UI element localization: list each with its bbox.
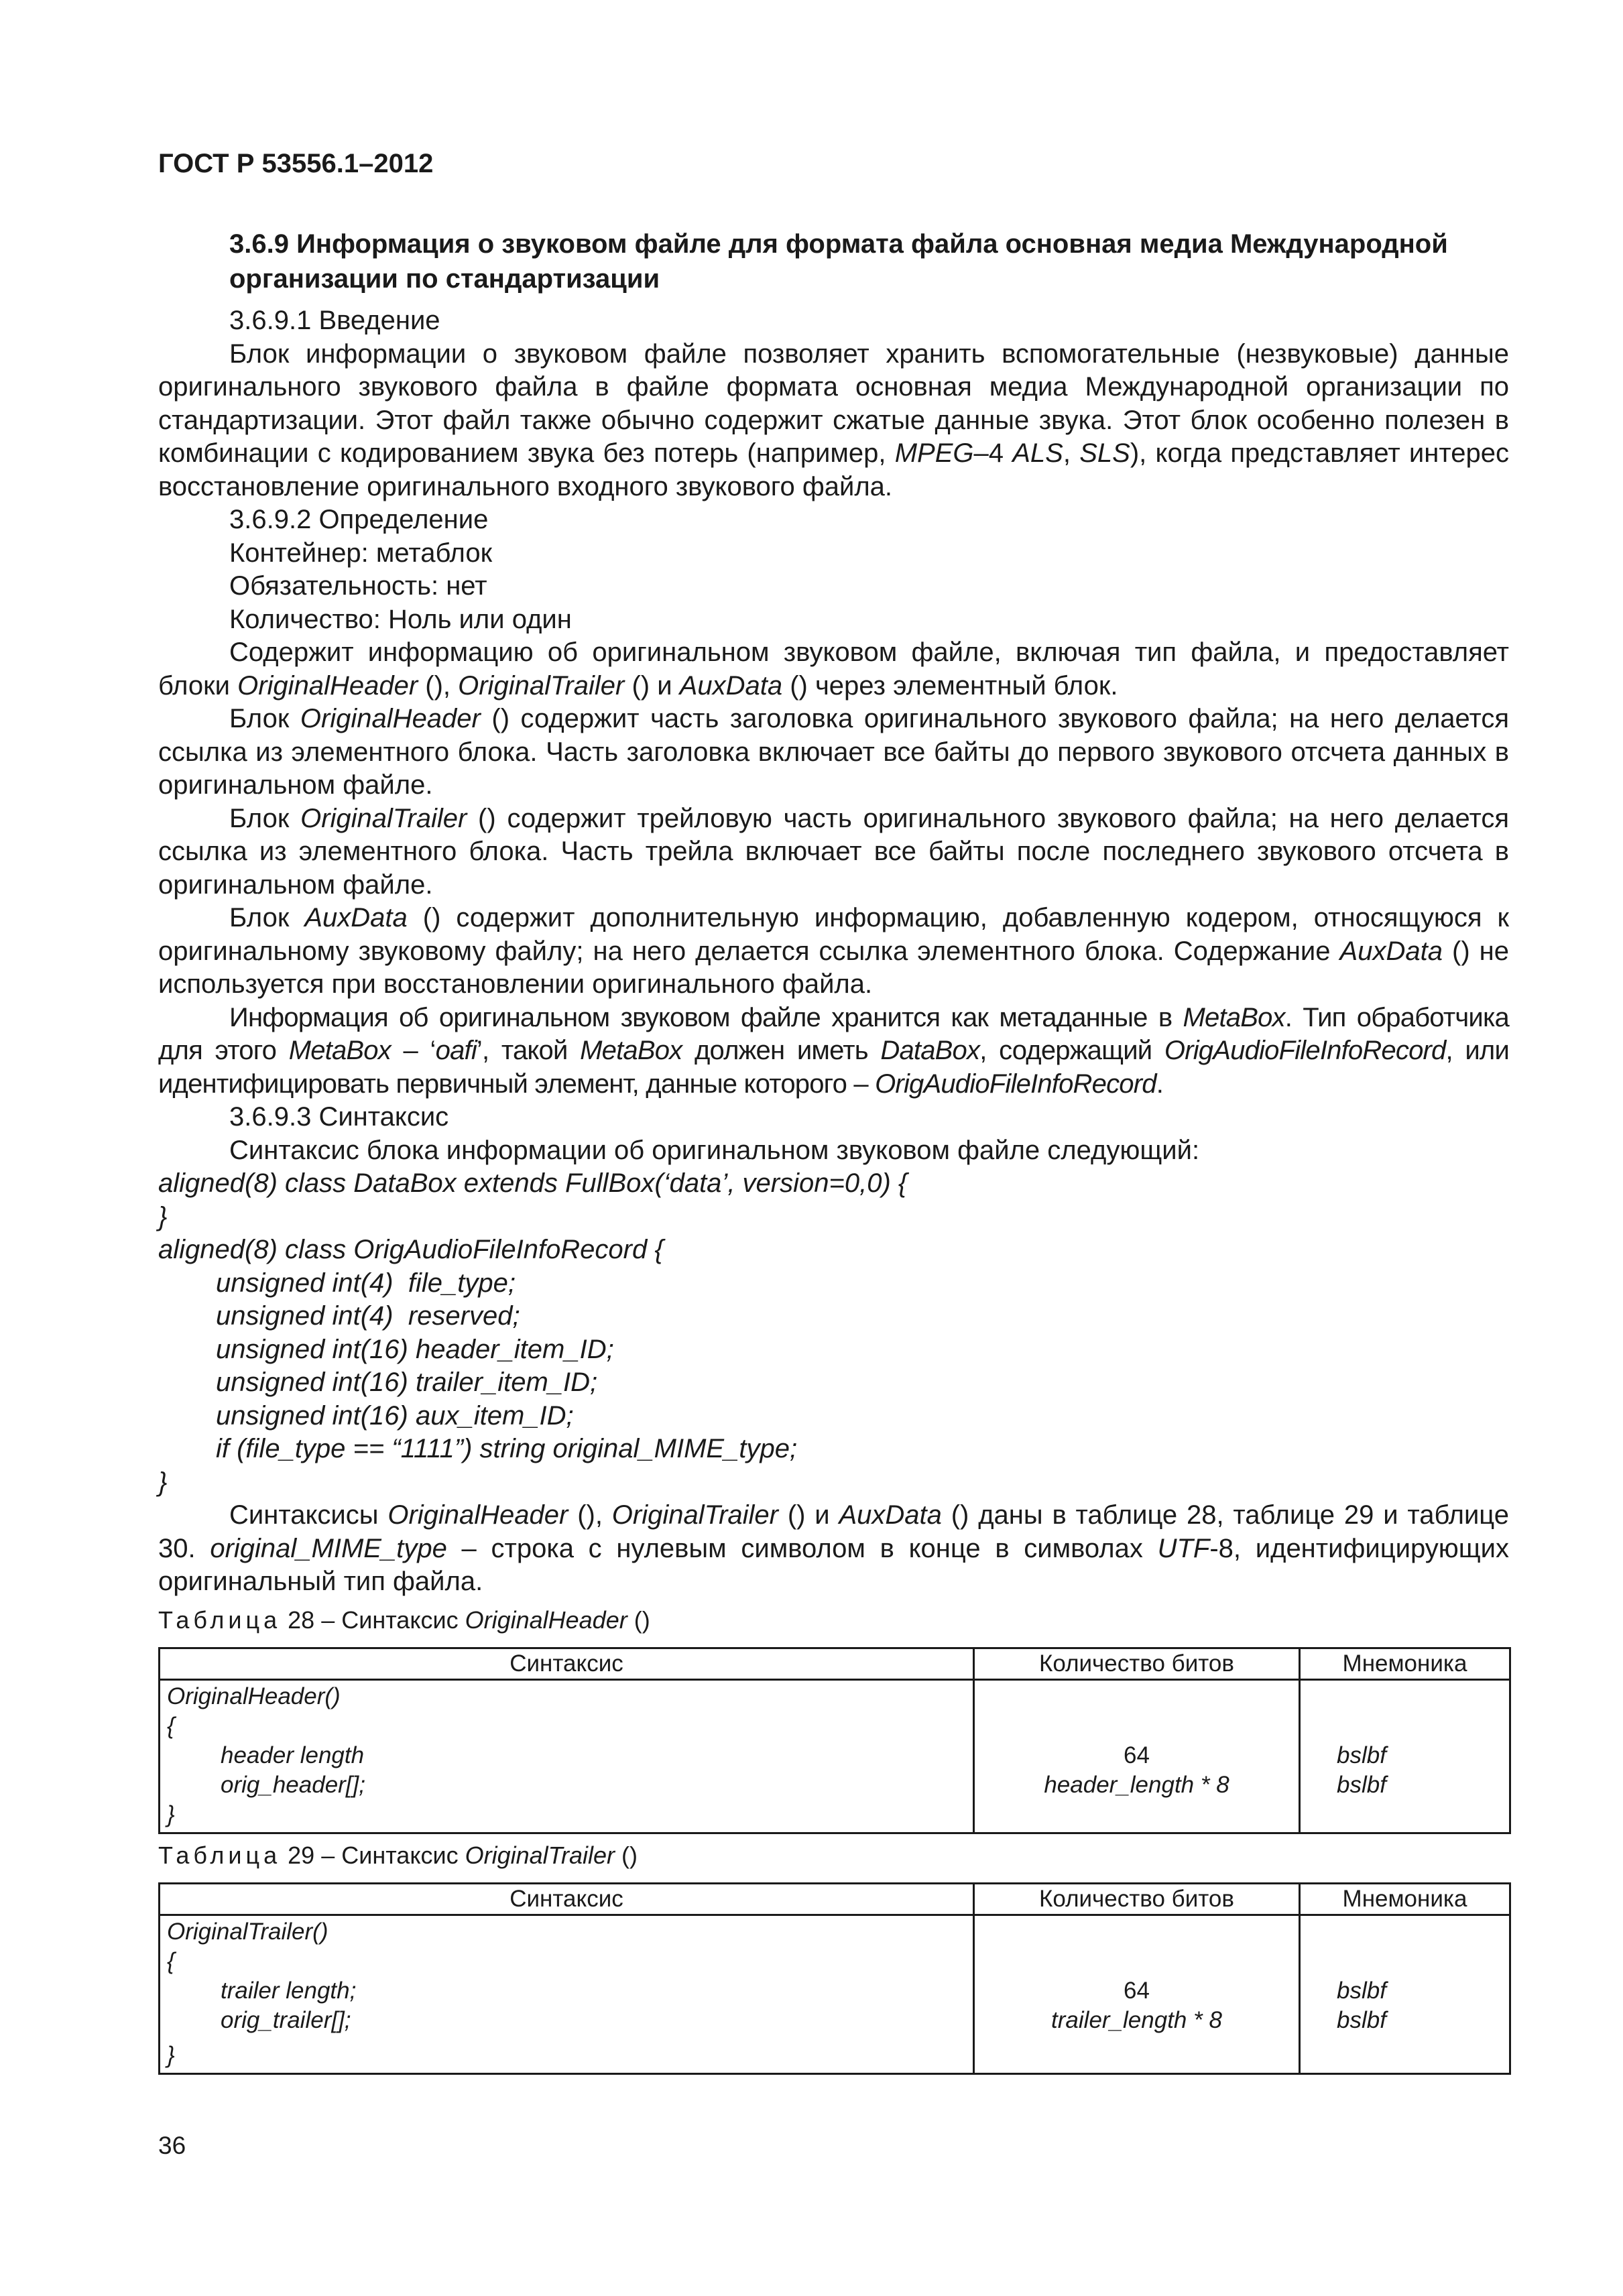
syntax-line: trailer length; bbox=[221, 1977, 357, 2004]
column-header-syntax: Синтаксис bbox=[160, 1883, 974, 1915]
code-line: unsigned int(16) header_item_ID; bbox=[216, 1334, 614, 1364]
syntax-paragraph: Синтаксисы OriginalHeader (), OriginalTrailer () и AuxData () даны в таблице 28, таблице 29 и таблице 30. original_MIME_type – строка с нулевым символом в конце в символах UTF-8, идентифицирующих оригинальный тип файла. bbox=[158, 1500, 1510, 1596]
bits-cell bbox=[974, 1915, 1300, 2073]
definition-paragraph-3: Блок OriginalTrailer () содержит трейловую часть оригинального звукового файла; на него делается ссылка из элементного блока. Часть трейла включает все байты после последнего звукового отсчета в оригинальном файле. bbox=[158, 803, 1509, 900]
column-header-bits: Количество битов bbox=[974, 1883, 1300, 1915]
syntax-line: OriginalHeader() bbox=[167, 1683, 341, 1709]
column-header-syntax: Синтаксис bbox=[160, 1648, 974, 1679]
code-line: unsigned int(16) trailer_item_ID; bbox=[216, 1368, 598, 1397]
bits-cell bbox=[974, 1679, 1300, 1833]
table-row bbox=[160, 1679, 1510, 1833]
table-29 bbox=[158, 1882, 1511, 2075]
column-header-mnemonic: Мнемоника bbox=[1300, 1648, 1510, 1679]
mnemonic-value: bslbf bbox=[1337, 1977, 1386, 2004]
definition-paragraph-4: Блок AuxData () содержит дополнительную информацию, добавленную кодером, относящуюся к оригинальному звуковому файлу; на него делается ссылка элементного блока. Содержание AuxData () не используется при восстановлении оригинального файла. bbox=[158, 903, 1509, 999]
mnemonic-value: bslbf bbox=[1337, 1742, 1386, 1768]
code-line: if (file_type == “1111”) string original_MIME_type; bbox=[216, 1434, 798, 1463]
mnemonic-cell bbox=[1300, 1915, 1510, 2073]
definition-paragraph-2: Блок OriginalHeader () содержит часть заголовка оригинального звукового файла; на него делается ссылка из элементного блока. Часть заголовка включает все байты до первого звукового отсчета данных в оригинальном файле. bbox=[158, 704, 1509, 800]
syntax-cell bbox=[160, 1915, 974, 2073]
table-28-caption: Таблица 28 – Синтаксис OriginalHeader () bbox=[158, 1606, 650, 1634]
code-line: } bbox=[158, 1467, 168, 1497]
syntax-cell bbox=[160, 1679, 974, 1833]
definition-mandatory: Обязательность: нет bbox=[229, 571, 487, 601]
section-heading: 3.6.9 Информация о звуковом файле для формата файла основная медиа Международной организации по стандартизации bbox=[229, 229, 1448, 294]
syntax-title: 3.6.9.3 Синтаксис bbox=[229, 1102, 449, 1132]
definition-container: Контейнер: метаблок bbox=[229, 538, 493, 568]
code-line: unsigned int(4) file_type; bbox=[216, 1268, 516, 1298]
standard-designation: ГОСТ Р 53556.1–2012 bbox=[158, 149, 434, 178]
syntax-line: } bbox=[167, 1801, 175, 1827]
intro-title: 3.6.9.1 Введение bbox=[229, 306, 440, 335]
column-header-bits: Количество битов bbox=[974, 1648, 1300, 1679]
bits-value: trailer_length * 8 bbox=[1051, 2006, 1222, 2033]
syntax-line: { bbox=[167, 1947, 175, 1974]
bits-value: header_length * 8 bbox=[1044, 1771, 1229, 1798]
mnemonic-value: bslbf bbox=[1337, 1771, 1386, 1798]
code-line: aligned(8) class OrigAudioFileInfoRecord { bbox=[158, 1235, 664, 1264]
syntax-line: header length bbox=[221, 1742, 365, 1768]
table-29-caption: Таблица 29 – Синтаксис OriginalTrailer () bbox=[158, 1841, 638, 1869]
syntax-line: OriginalTrailer() bbox=[167, 1918, 328, 1945]
table-header-row bbox=[160, 1883, 1510, 1915]
bits-value: 64 bbox=[1124, 1977, 1150, 2004]
definition-paragraph-5: Информация об оригинальном звуковом файле хранится как метаданные в MetaBox. Тип обработчика для этого MetaBox – ‘oafi’, такой MetaBox должен иметь DataBox, содержащий OrigAudioFileInfoRecord, или идентифицировать первичный элемент, данные которого – OrigAudioFileInfoRecord. bbox=[158, 1002, 1510, 1099]
mnemonic-value: bslbf bbox=[1337, 2006, 1386, 2033]
syntax-line: orig_header[]; bbox=[221, 1771, 365, 1798]
syntax-line: orig_trailer[]; bbox=[221, 2006, 351, 2033]
code-line: aligned(8) class DataBox extends FullBox(‘data’, version=0,0) { bbox=[158, 1168, 908, 1198]
column-header-mnemonic: Мнемоника bbox=[1300, 1883, 1510, 1915]
syntax-intro: Синтаксис блока информации об оригинальном звуковом файле следующий: bbox=[229, 1135, 1200, 1165]
definition-paragraph-1: Содержит информацию об оригинальном звуковом файле, включая тип файла, и предоставляет блоки OriginalHeader (), OriginalTrailer () и AuxData () через элементный блок. bbox=[158, 638, 1509, 701]
code-line: unsigned int(16) aux_item_ID; bbox=[216, 1400, 574, 1431]
table-header-row bbox=[160, 1648, 1510, 1679]
page-content bbox=[158, 227, 1509, 2075]
table-28 bbox=[158, 1647, 1511, 1834]
mnemonic-cell bbox=[1300, 1679, 1510, 1833]
table-row bbox=[160, 1915, 1510, 2073]
code-line: unsigned int(4) reserved; bbox=[216, 1301, 520, 1331]
intro-paragraph: Блок информации о звуковом файле позволяет хранить вспомогательные (незвуковые) данные оригинального звукового файла в файле формата основная медиа Международной организации по стандартизации. Этот файл также обычно содержит сжатые данные звука. Этот блок особенно полезен в комбинации с кодированием звука без потерь (например, MPEG–4 ALS, SLS), когда представляет интерес восстановление оригинального входного звукового файла. bbox=[158, 339, 1509, 501]
syntax-line: } bbox=[167, 2041, 175, 2068]
page-number: 36 bbox=[158, 2132, 186, 2159]
bits-value: 64 bbox=[1124, 1742, 1150, 1768]
definition-title: 3.6.9.2 Определение bbox=[229, 505, 489, 534]
code-line: } bbox=[158, 1201, 168, 1231]
definition-quantity: Количество: Ноль или один bbox=[229, 604, 572, 634]
syntax-line: { bbox=[167, 1712, 175, 1739]
